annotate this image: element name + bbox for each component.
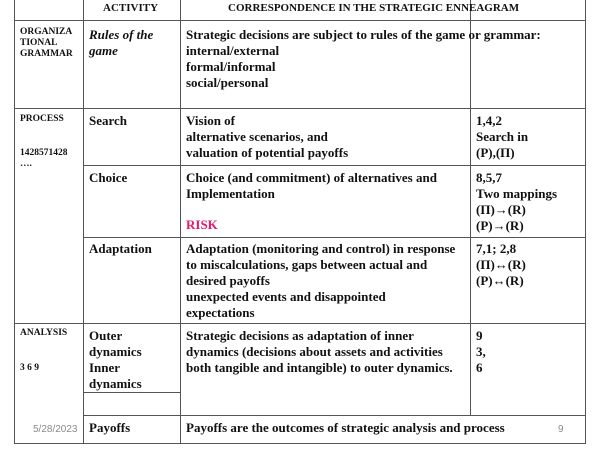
search-activity: Search bbox=[89, 113, 128, 128]
row-divider bbox=[14, 323, 586, 324]
payoffs-activity: Payoffs bbox=[89, 420, 131, 435]
analysis-correspondence: Strategic decisions as adaptation of inner dynamics (decisions about assets and activities both tangible and intangible) to outer dynamics. bbox=[186, 328, 453, 375]
payoffs-correspondence: Payoffs are the outcomes of strategic analysis and process bbox=[186, 420, 505, 435]
process-numbers: 1428571428 …. bbox=[20, 148, 68, 169]
row-divider bbox=[14, 108, 586, 109]
org-label: ORGANIZA TIONAL GRAMMAR bbox=[20, 27, 73, 59]
table-border-bottom bbox=[14, 443, 586, 444]
org-correspondence: Strategic decisions are subject to rules of the game or grammar: internal/external formal/informal social/personal bbox=[186, 27, 541, 90]
table-border-right bbox=[585, 0, 586, 444]
adaptation-activity: Adaptation bbox=[89, 241, 152, 256]
process-label: PROCESS bbox=[20, 114, 64, 124]
adaptation-correspondence: Adaptation (monitoring and control) in response to miscalculations, gaps between actual and desired payoffs unexpected events and disappointed expectations bbox=[186, 241, 456, 320]
table-border-left bbox=[14, 0, 15, 444]
search-correspondence: Vision of alternative scenarios, and valuation of potential payoffs bbox=[186, 113, 349, 160]
analysis-enneagram: 9 3, 6 bbox=[476, 328, 486, 375]
col-divider-1 bbox=[83, 0, 84, 444]
org-activity: Rules of the game bbox=[89, 27, 154, 58]
choice-correspondence: Choice (and commitment) of alternatives and Implementation bbox=[186, 170, 437, 201]
analysis-label: ANALYSIS bbox=[20, 328, 68, 338]
search-enneagram: 1,4,2 Search in (P),(Π) bbox=[476, 113, 529, 160]
footer-page-number: 9 bbox=[558, 424, 564, 435]
row-divider bbox=[83, 237, 586, 238]
header-correspondence: CORRESPONDENCE IN THE STRATEGIC ENNEAGRAM bbox=[228, 2, 520, 14]
adaptation-enneagram: 7,1; 2,8 (Π)↔(R) (P)↔(R) bbox=[476, 241, 526, 288]
choice-enneagram: 8,5,7 Two mappings (Π)→(R) (P)→(R) bbox=[476, 170, 558, 233]
analysis-numbers: 3 6 9 bbox=[20, 363, 39, 373]
analysis-activity: Outer dynamics Inner dynamics bbox=[89, 328, 142, 391]
row-divider bbox=[14, 20, 586, 21]
col-divider-2 bbox=[180, 0, 181, 444]
row-divider bbox=[83, 415, 586, 416]
footer-date: 5/28/2023 bbox=[33, 424, 78, 435]
choice-activity: Choice bbox=[89, 170, 128, 185]
row-divider bbox=[83, 165, 586, 166]
row-divider bbox=[83, 392, 180, 393]
header-activity: ACTIVITY bbox=[103, 2, 159, 14]
risk-label: RISK bbox=[186, 217, 218, 232]
